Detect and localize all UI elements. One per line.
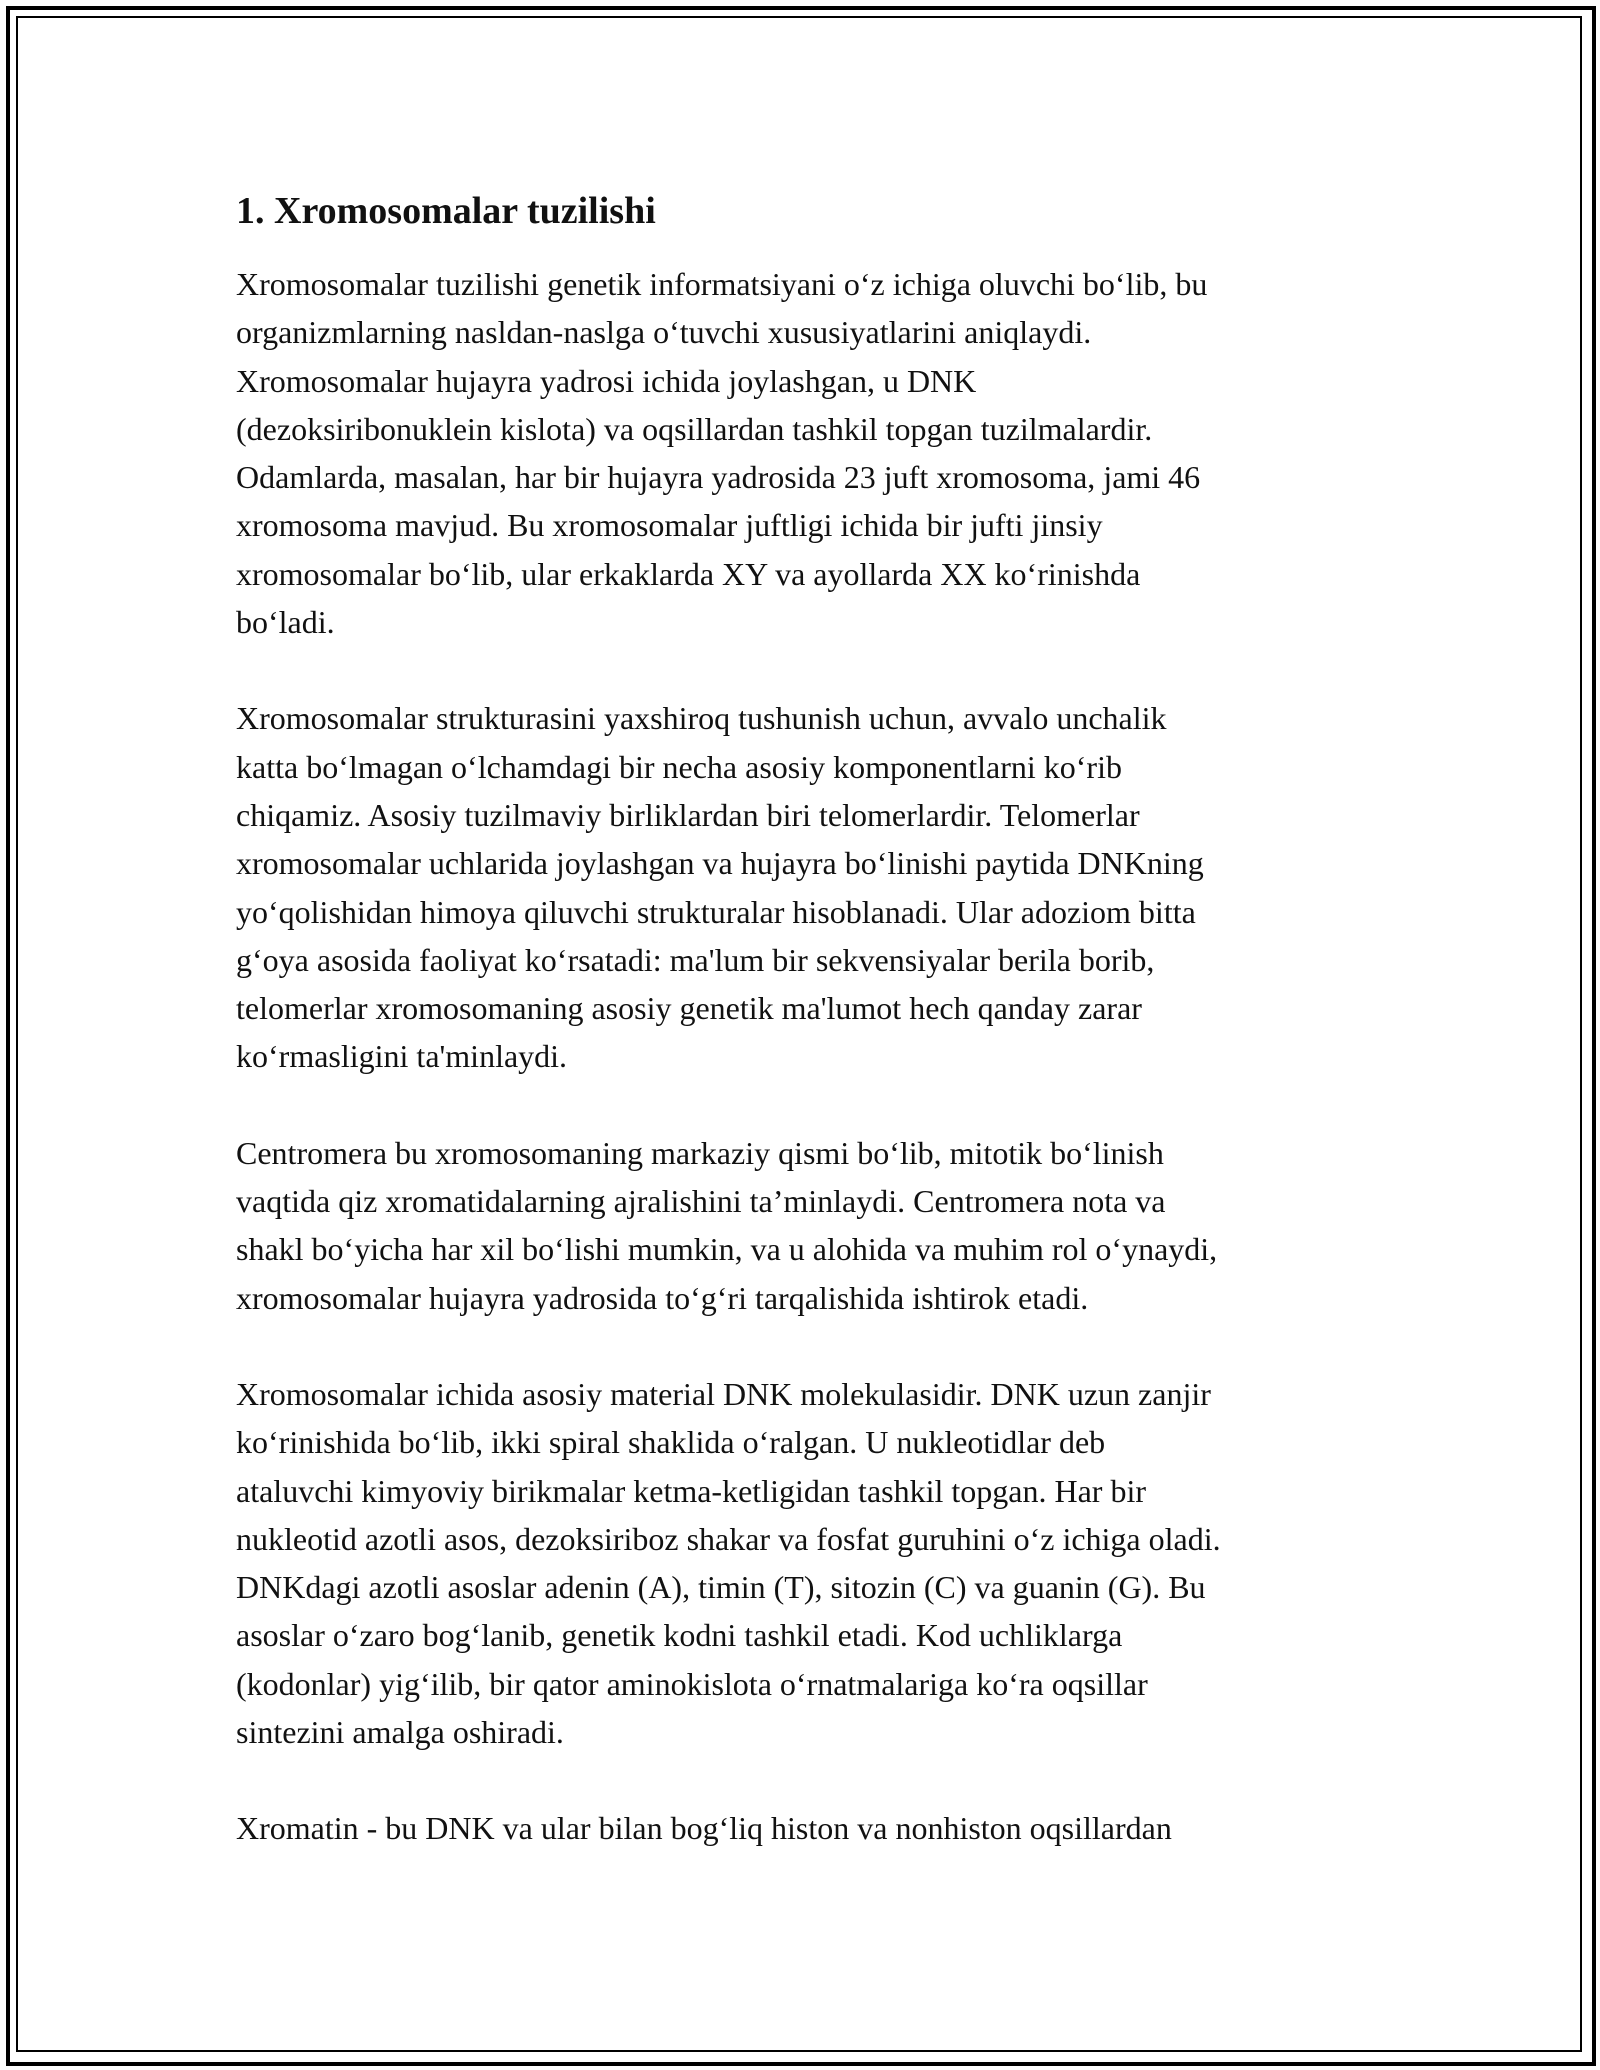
paragraph-chromatin: Xromatin - bu DNK va ular bilan bog‘liq histon va nonhiston oqsillardan: [236, 1810, 1172, 1847]
paragraph-chromosome-structure: Xromosomalar tuzilishi genetik informatsiyani o‘z ichiga oluvchi bo‘lib, bu organizmlarning nasldan-naslga o‘tuvchi xususiyatlarini aniqlaydi. Xromosomalar hujayra yadrosi ichida joylashgan, u DNK (dezoksiribonuklein kislota) va oqsillardan tashkil topgan tuzilmalardir. Odamlarda, masalan, har bir hujayra yadrosida 23 juft xromosoma, jami 46 xromosoma mavjud. Bu xromosomalar juftligi ichida bir jufti jinsiy xromosomalar bo‘lib, ular erkaklarda XY va ayollarda XX ko‘rinishda bo‘ladi.: [236, 266, 1208, 641]
paragraph-dna: Xromosomalar ichida asosiy material DNK molekulasidir. DNK uzun zanjir ko‘rinishida bo‘lib, ikki spiral shaklida o‘ralgan. U nukleotidlar deb ataluvchi kimyoviy birikmalar ketma-ketligidan tashkil topgan. Har bir nukleotid azotli asos, dezoksiriboz shakar va fosfat guruhini o‘z ichiga oladi. DNKdagi azotli asoslar adenin (A), timin (T), sitozin (C) va guanin (G). Bu asoslar o‘zaro bog‘lanib, genetik kodni tashkil etadi. Kod uchliklarga (kodonlar) yig‘ilib, bir qator aminokislota o‘rnatmalariga ko‘ra oqsillar sintezini amalga oshiradi.: [236, 1375, 1221, 1751]
document-body: [236, 184, 1376, 1901]
section-heading: 1. Xromosomalar tuzilishi: [236, 190, 656, 232]
paragraph-centromere: Centromera bu xromosomaning markaziy qismi bo‘lib, mitotik bo‘linish vaqtida qiz xromatidalarning ajralishini ta’minlaydi. Centromera nota va shakl bo‘yicha har xil bo‘lishi mumkin, va u alohida va muhim rol o‘ynaydi, xromosomalar hujayra yadrosida to‘g‘ri tarqalishida ishtirok etadi.: [236, 1134, 1218, 1316]
paragraph-telomeres: Xromosomalar strukturasini yaxshiroq tushunish uchun, avvalo unchalik katta bo‘lmagan o‘lchamdagi bir necha asosiy komponentlarni ko‘rib chiqamiz. Asosiy tuzilmaviy birliklardan biri telomerlardir. Telomerlar xromosomalar uchlarida joylashgan va hujayra bo‘linishi paytida DNKning yo‘qolishidan himoya qiluvchi strukturalar hisoblanadi. Ular adoziom bitta g‘oya asosida faoliyat ko‘rsatadi: ma'lum bir sekvensiyalar berila borib, telomerlar xromosomaning asosiy genetik ma'lumot hech qanday zarar ko‘rmasligini ta'minlaydi.: [236, 700, 1204, 1075]
